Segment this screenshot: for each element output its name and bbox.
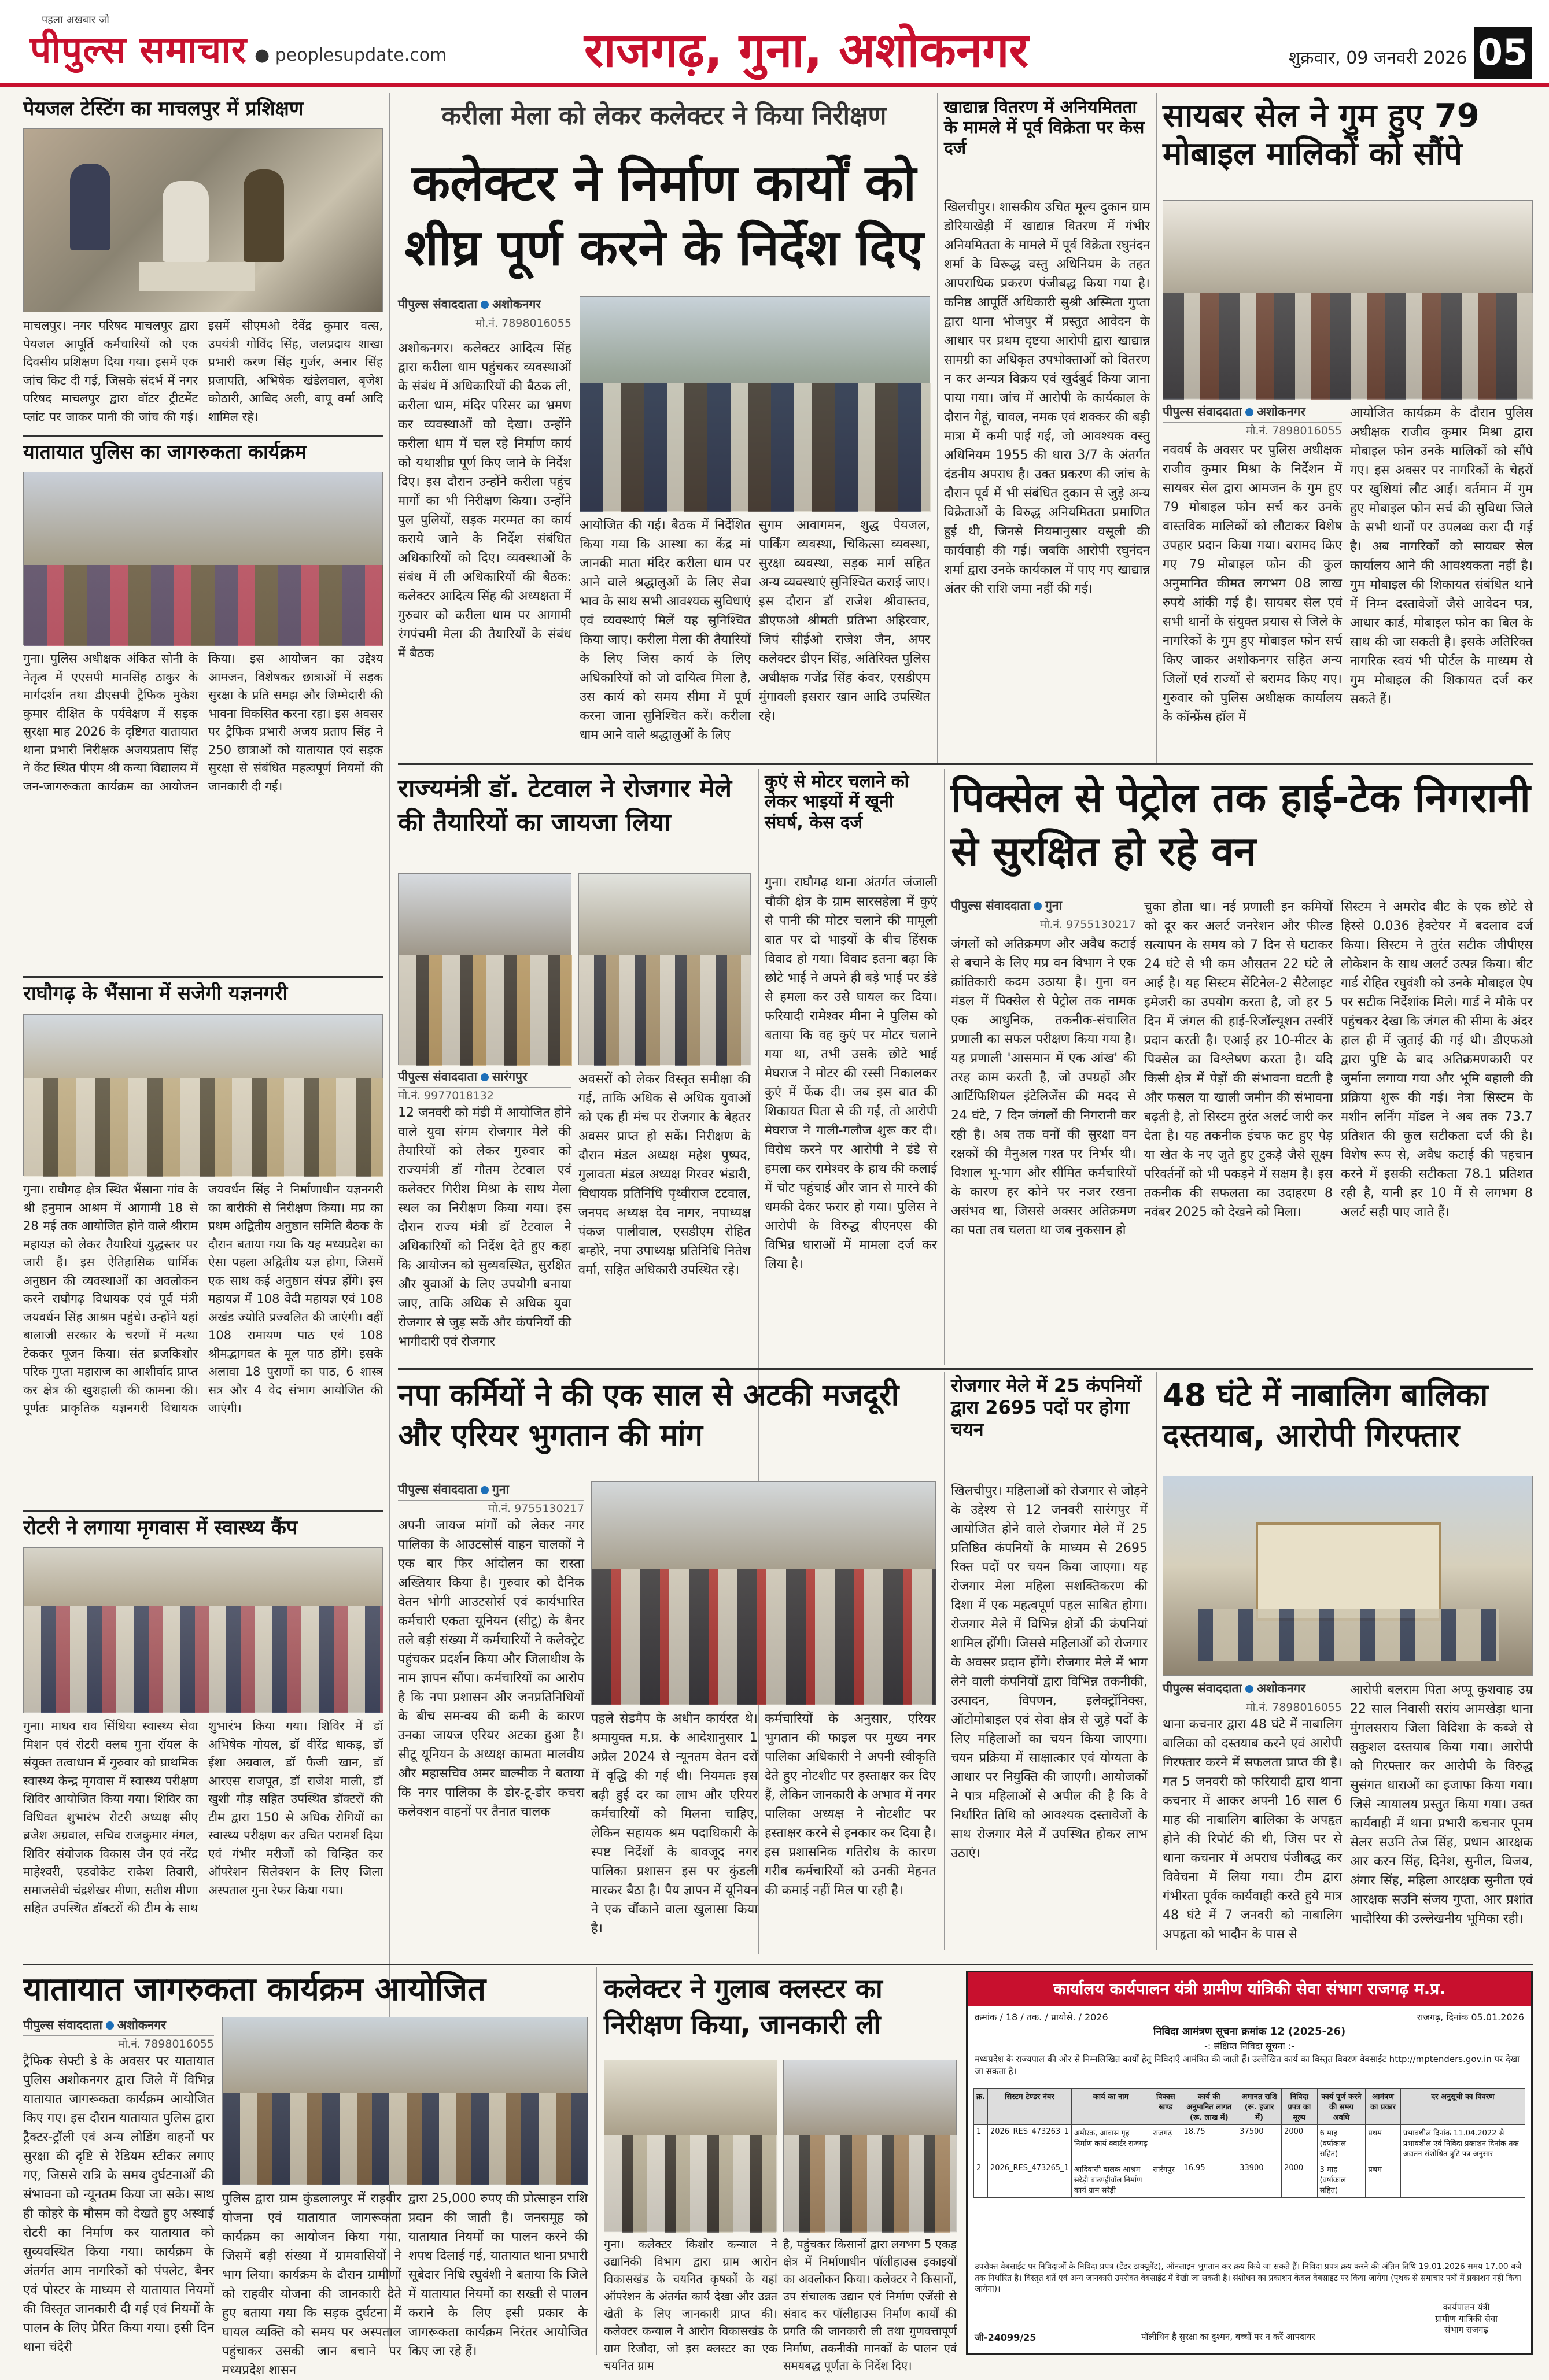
- photo-yagya-inspection: [23, 1014, 383, 1176]
- article-forest-head-wrap: [951, 771, 1533, 894]
- dot-icon: [1034, 902, 1042, 910]
- tender-cell: प्रथम: [1366, 2161, 1400, 2198]
- dot-icon: [481, 1486, 489, 1494]
- tender-header-row: [974, 2089, 1525, 2125]
- byline-place: अशोकनगर: [1257, 1681, 1305, 1695]
- mobile-number: मो.नं. 7898016055: [118, 2038, 214, 2050]
- byline-name: पीपुल्स संवाददाता: [398, 1070, 477, 1084]
- byline-name: पीपुल्स संवाददाता: [951, 899, 1030, 912]
- tender-advertisement: [966, 1971, 1533, 2355]
- tender-cell: अमीरक, आवास गृह निर्माण कार्य क्वार्टर राजगढ़: [1071, 2125, 1150, 2161]
- tender-office: कार्यालय कार्यपालन यंत्री ग्रामीण यांत्रिकी सेवा संभाग राजगढ़ म.प्र.: [968, 1972, 1531, 2006]
- tender-signature: [1408, 2302, 1524, 2336]
- tender-ref-right: राजगढ़, दिनांक 05.01.2026: [1417, 2012, 1524, 2023]
- photo-water-testing: [23, 128, 383, 312]
- headline: 48 घंटे में नाबालिग बालिका दस्तयाब, आरोपी गिरफ्तार: [1163, 1377, 1488, 1454]
- article-job-fair-head-wrap: [398, 771, 751, 870]
- byline-place: अशोकनगर: [492, 297, 541, 311]
- dot-icon: [481, 301, 489, 309]
- article-body-col2: आयोजित की गई। बैठक में निर्देशित किया गया कि आस्था का केंद्र मां जानकी माता मंदिर करीला धाम पर आने वाले श्रद्धालुओं के लिए सेवा भाव के साथ सभी आवश्यक सुविधाएं एवं व्यवस्थाएं मिलें यह सुनिश्चित किया जाए। करीला मेला की तैयारियों के लिए जिस कार्य के लिए अधिकारियों को जो दायित्व मिला है, उस कार्य को समय सीमा में पूर्ण करना जाना सुनिश्चित करें। करीला धाम आने वाले श्रद्धालुओं के लिए: [580, 518, 751, 742]
- byline-name: पीपुल्स संवाददाता: [398, 1483, 477, 1496]
- byline-name: पीपुल्स संवाददाता: [398, 297, 477, 311]
- article-body-col3: कर्मचारियों के अनुसार, एरियर भुगतान की फाइल पर मुख्य नगर पालिका अधिकारी ने अपनी स्वीकृति देते हुए नोटशीट पर हस्ताक्षर कर दिए हैं, लेकिन जानकारी के अभाव में नगर पालिका अध्यक्ष ने नोटशीट पर हस्ताक्षर करने से इनकार कर दिया है। इस प्रशासनिक गतिरोध के कारण गरीब कर्मचारियों को उनकी मेहनत की कमाई नहीं मिल पा रही है।: [765, 1712, 936, 1898]
- byline-place: अशोकनगर: [1257, 405, 1305, 419]
- photo-napa-protest: [591, 1481, 936, 1705]
- article-yagya-head: [23, 982, 382, 1012]
- article-napa-workers-head-wrap: [398, 1375, 936, 1479]
- article-cyber-head-wrap: [1163, 97, 1533, 195]
- tender-cell: 2: [974, 2161, 988, 2198]
- byline: [398, 1481, 584, 1514]
- article-body-col1: ट्रैफिक सेफ्टी डे के अवसर पर यातायात पुलिस अशोकनगर द्वारा जिले में विभिन्न यातायात जागरूकता कार्यक्रम आयोजित किए गए। इस दौरान यातायात पुलिस द्वारा ट्रैक्टर-ट्रॉली एवं अन्य लोडिंग वाहनों पर सुरक्षा की दृष्टि से रेडियम स्टीकर लगाए गए, जिससे रात्रि के समय दुर्घटनाओं की संभावना को न्यूनतम किया जा सके। साथ ही कोहरे के मौसम को देखते हुए अस्थाई रोटरी का निर्माण कर यातायात को सुव्यवस्थित किया गया। कार्यक्रम के अंतर्गत आम नागरिकों को पंपलेट, बैनर एवं पोस्टर के माध्यम से यातायात नियमों की विस्तृत जानकारी दी गई एवं नियमों के पालन के लिए प्रेरित किया गया। इसी दिन थाना चंदेरी: [23, 2054, 214, 2355]
- article-body: गुना। राघौगढ़ क्षेत्र स्थित भैंसाना गांव के श्री हनुमान आश्रम में आगामी 18 से 28 मई तक आयोजित होने वाले श्रीराम महायज्ञ को लेकर तैयारियां युद्धस्तर पर जारी हैं। इस ऐतिहासिक धार्मिक अनुष्ठान की व्यवस्थाओं का अवलोकन करने राघौगढ़ विधायक एवं पूर्व मंत्री जयवर्धन सिंह आश्रम पहुंचे। उन्होंने यहां बालाजी सरकार के चरणों में मत्था टेककर पूजन किया। संत ब्रजकिशोर परिक गुप्ता महाराज का आशीर्वाद प्राप्त कर क्षेत्र की खुशहाली की कामना की। पूर्णतः प्राकृतिक यज्ञनगरी विधायक जयवर्धन सिंह ने निर्माणाधीन यज्ञनगरी का बारीकी से निरीक्षण किया। मप्र का प्रथम अद्वितीय अनुष्ठान समिति बैठक के दौरान बताया गया कि यह मध्यप्रदेश का ऐसा पहला अद्वितीय यज्ञ होगा, जिसमें एक साथ कई अनुष्ठान संपन्न होंगे। इस महायज्ञ में 108 वेदी महायज्ञ एवं 108 अखंड ज्योति प्रज्वलित की जाएंगी। वहीं 108 रामायण पाठ एवं 108 श्रीमद्भागवत के मूल पाठ होंगे। इसके अलावा 18 पुराणों का पाठ, 6 शास्त्र सत्र और 4 वेद संभाग आयोजित की जाएंगी।: [23, 1182, 383, 1415]
- tender-cell: [1400, 2161, 1525, 2198]
- headline: रोटरी ने लगाया मृगवास में स्वास्थ्य कैंप: [23, 1516, 298, 1539]
- photo-minister-tetwal: [398, 873, 571, 1065]
- dot-icon: [106, 2021, 114, 2030]
- article-rotary-head: [23, 1516, 382, 1546]
- tender-header-cell: कार्य का नाम: [1071, 2089, 1150, 2125]
- article-body-col3: सुगम आवागमन, शुद्ध पेयजल, पार्किंग व्यवस्था, चिकित्सा व्यवस्था, सुरक्षा व्यवस्था, सड़क मार्ग सहित अन्य व्यवस्थाएं सुनिश्चित कराई जाए। इस दौरान डॉ राजेश श्रीवास्तव, डीएफओ श्रीमती प्रतिभा अहिरवार, जिपं सीईओ राजेश जैन, अपर कलेक्टर डीएन सिंह, अतिरिक्त पुलिस अधीक्षक गजेंद्र सिंह कंवर, एसडीएम मुंगावली इसरार खान आदि उपस्थित रहे।: [759, 518, 930, 723]
- headline: राज्यमंत्री डॉ. टेटवाल ने रोजगार मेले की तैयारियों का जायजा लिया: [398, 774, 732, 838]
- article-body-col1: थाना कचनार द्वारा 48 घंटे में नाबालिग बालिका को दस्तयाब करने एवं आरोपी गिरफ्तार करने में सफलता प्राप्त की है। गत 5 जनवरी को फरियादी द्वारा थाना कचनार में आकर अपनी 16 साल 6 माह की नाबालिग बालिका के अपहृत होने की रिपोर्ट की थी, जिस पर से थाना कचनार में अपराध पंजीबद्ध कर विवेचना में लिया गया। टीम द्वारा गंभीरता पूर्वक कार्यवाही करते हुये मात्र 48 घंटे में 7 जनवरी को नाबालिग अपहृता को भादौन के पास से: [1163, 1717, 1342, 1942]
- mobile-number: मो.नं. 9755130217: [1040, 918, 1136, 931]
- section-rule: [398, 1368, 1533, 1370]
- section-rule: [23, 976, 383, 978]
- tender-ad-code: जी-24099/25: [975, 2332, 1037, 2343]
- tender-cell: आदिवासी बालक आश्रम सरेड़ी बाउण्ड्रीवॉल निर्माण कार्य ग्राम सरेड़ी: [1071, 2161, 1150, 2198]
- section-rule: [23, 1964, 1533, 1965]
- byline: [951, 897, 1136, 932]
- column-rule: [944, 769, 945, 1365]
- column-rule: [596, 1967, 597, 2355]
- tender-intro: मध्यप्रदेश के राज्यपाल की ओर से निम्नलिखित कार्यों हेतु निविदाएँ आमंत्रित की जाती हैं। उल्लेखित कार्य का विस्तृत विवरण वेबसाईट http://mptenders.gov.in पर देखा जा सकता है।: [975, 2054, 1520, 2076]
- article-body: गुना। माधव राव सिंधिया स्वास्थ्य सेवा मिशन एवं रोटरी क्लब गुना रॉयल के संयुक्त तत्वाधान में गुरुवार को प्राथमिक स्वास्थ्य केन्द्र मृगवास में स्वास्थ्य परीक्षण शिविर आयोजित किया गया। शिविर का विधिवत शुभारंभ रोटरी अध्यक्ष सीए ब्रजेश अग्रवाल, सचिव राजकुमार मंगल, शिविर संयोजक विकास जैन एवं नरेंद्र माहेश्वरी, एडवोकेट राकेश तिवारी, समाजसेवी चंद्रशेखर मीणा, सतीश मीणा सहित उपस्थित डॉक्टरों की टीम के साथ शुभारंभ किया गया। शिविर में डॉ अभिषेक गोयल, डॉ वीरेंद्र धाकड़, डॉ ईशा अग्रवाल, डॉ फैजी खान, डॉ आरएस राजपूत, डॉ राजेश माली, डॉ खुशी गौड़ सहित उपस्थित डॉक्टरों की टीम द्वारा 150 से अधिक रोगियों का स्वास्थ्य परीक्षण कर उचित परामर्श दिया एवं गंभीर मरीजों को चिन्हित कर ऑपरेशन सिलेक्शन के लिए जिला अस्पताल गुना रेफर किया गया।: [23, 1719, 383, 1915]
- article-karila-head-wrap: [398, 151, 930, 290]
- article-body-col2: अवसरों को लेकर विस्तृत समीक्षा की गई, ताकि अधिक से अधिक युवाओं को एक ही मंच पर रोजगार के बेहतर अवसर प्राप्त हो सकें। निरीक्षण के दौरान मंडल अध्यक्ष महेश पुष्पद, गुलावता मंडल अध्यक्ष गिरवर भंडारी, विधायक प्रतिनिधि पृथ्वीराज टटवाल, जनपद अध्यक्ष देव नागर, नपाध्यक्ष पंकज पालीवाल, एसडीएम रोहित बम्होरे, नपा उपाध्यक्ष प्रतिनिधि नितेश वर्मा, सहित अधिकारी उपस्थित रहे।: [578, 1072, 751, 1277]
- byline-place: गुना: [1045, 899, 1062, 912]
- byline-name: पीपुल्स संवाददाता: [23, 2018, 102, 2032]
- article-body: गुना। पुलिस अधीक्षक अंकित सोनी के नेतृत्व में एएसपी मानसिंह ठाकुर के मार्गदर्शन तथा डीएसपी ट्रैफिक मुकेश कुमार दीक्षित के पर्यवेक्षण में सड़क सुरक्षा माह 2026 के दृष्टिगत यातायात थाना प्रभारी निरीक्षक अजयप्रताप सिंह ने केंट स्थित पीएम श्री कन्या विद्यालय में जन-जागरूकता कार्यक्रम का आयोजन किया। इस आयोजन का उद्देश्य आमजन, विशेषकर छात्राओं में सड़क सुरक्षा के प्रति समझ और जिम्मेदारी की भावना विकसित करना रहा। इस अवसर पर ट्रैफिक प्रभारी अजय प्रताप सिंह ने 250 छात्राओं को यातायात एवं सड़क सुरक्षा से संबंधित महत्वपूर्ण नियमों की जानकारी दी गई।: [23, 652, 383, 793]
- tender-cell: 16.95: [1181, 2161, 1237, 2198]
- section-rule: [398, 763, 1533, 765]
- article-body: गुना। राघौगढ़ थाना अंतर्गत जंजाली चौकी क्षेत्र के ग्राम सारसहेला में कुएं से पानी की मोटर चलाने की मामूली बात पर दो भाइयों के बीच हिंसक विवाद हो गया। विवाद इतना बढ़ा कि छोटे भाई ने अपने ही बड़े भाई पर डंडे से हमला कर उसे घायल कर दिया। फरियादी रामेश्वर मीना ने पुलिस को बताया कि वह कुएं पर मोटर चलाने गया था, तभी उसके छोटे भाई मेघराज ने मोटर की रस्सी निकालकर कुएं में फेंक दी। जब इस बात की शिकायत पिता से की गई, तो आरोपी मेघराज ने गाली-गलौज शुरू कर दी। विरोध करने पर आरोपी ने डंडे से हमला कर रामेश्वर के हाथ की कलाई में चोट पहुंचाई और जान से मारने की धमकी देकर फरार हो गया। पुलिस ने आरोपी के विरुद्ध बीएनएस की विभिन्न धाराओं में मामला दर्ज कर लिया है।: [765, 875, 937, 1272]
- article-body: खिलचीपुर। महिलाओं को रोजगार से जोड़ने के उद्देश्य से 12 जनवरी सारंगपुर में आयोजित होने वाले रोजगार मेले में 25 प्रतिष्ठित कंपनियों के माध्यम से 2695 रिक्त पदों पर चयन किया जाएगा। यह रोजगार मेला महिला सशक्तिकरण की दिशा में एक महत्वपूर्ण पहल साबित होगा। रोजगार मेले में विभिन्न क्षेत्रों की कंपनियां शामिल होंगी। जिससे महिलाओं को रोजगार के अवसर प्रदान होंगे। रोजगार मेले में भाग लेने वाली कंपनियों द्वारा विभिन्न तकनीकी, उत्पादन, विपणन, इलेक्ट्रॉनिक्स, ऑटोमोबाइल एवं सेवा क्षेत्र से जुड़े पदों के लिए महिलाओं का चयन किया जाएगा। चयन प्रक्रिया में साक्षात्कार एवं योग्यता के आधार पर नियुक्ति की जाएगी। आयोजकों ने पात्र महिलाओं से अपील की है कि वे निर्धारित तिथि को आवश्यक दस्तावेजों के साथ रोजगार मेले में उपस्थित होकर लाभ उठाएं।: [951, 1484, 1148, 1861]
- mobile-number: मो.नं. 9977018132: [398, 1089, 494, 1102]
- headline: खाद्यान्न वितरण में अनियमितता के मामले में पूर्व विक्रेता पर केस दर्ज: [944, 97, 1145, 158]
- mobile-number: मो.नं. 7898016055: [1246, 424, 1342, 437]
- tender-short-text: संक्षिप्त निविदा सूचना: [1214, 2041, 1285, 2052]
- article-ration-head-wrap: [944, 97, 1150, 195]
- photo-cyber-cell: [1163, 200, 1533, 399]
- tender-cell: 2000: [1282, 2161, 1318, 2198]
- sign-line-1: कार्यपालन यंत्री: [1443, 2302, 1490, 2312]
- headline: राघौगढ़ के भैंसाना में सजेगी यज्ञनगरी: [23, 982, 288, 1005]
- article-body-col2: आरोपी बलराम पिता अप्पू कुशवाह उम्र 22 साल निवासी सरांय आमखेड़ा थाना मुंगलसराय जिला विदिशा के कब्जे से सकुशल दस्तयाब किया गया। आरोपी को गिरफ्तार कर आरोपी के विरुद्ध सुसंगत धाराओं का इजाफा किया गया। जिसे न्यायालय प्रस्तुत किया गया। उक्त कार्यवाही में थाना प्रभारी कचनार पूनम सेलर सउनि तेज सिंह, प्रधान आरक्षक आर करन सिंह, दिनेश, सुनील, विजय, अंगार सिंह, महिला आरक्षक सुनीता एवं आरक्षक सउनि संजय गुप्ता, आर प्रशांत भादौरिया की उल्लेखनीय भूमिका रही।: [1350, 1683, 1533, 1926]
- byline: [1163, 1680, 1342, 1713]
- tender-short: -: संक्षिप्त निविदा सूचना :-: [1204, 2041, 1294, 2052]
- article-body-col2: पहले सेडमैप के अधीन कार्यरत थे। श्रमायुक्त म.प्र. के आदेशानुसार 1 अप्रैल 2024 से न्यूनतम वेतन दरों में वृद्धि की गई थी। नियमतः इस बढ़ी हुई दर का लाभ और एरियर कर्मचारियों को मिलना चाहिए, लेकिन सहायक श्रम पदाधिकारी के स्पष्ट निर्देशों के बावजूद नगर पालिका प्रशासन इस पर कुंडली मारकर बैठा है। पैय ज्ञापन में यूनियन ने एक चौंकाने वाला खुलासा किया है।: [591, 1712, 758, 1936]
- article-body-col1: अशोकनगर। कलेक्टर आदित्य सिंह द्वारा करीला धाम पहुंचकर व्यवस्थाओं के संबंध में अधिकारियों की बैठक ली, करीला धाम, मंदिर परिसर का भ्रमण कर व्यवस्थाओं को देखा। उन्होंने करीला धाम में चल रहे निर्माण कार्य को यथाशीघ्र पूर्ण किए जाने के निर्देश दिए। इस दौरान उन्होंने करीला पहुंच मार्गों का भी निरीक्षण किया। उन्होंने पुल पुलियों, सड़क मरम्मत का कार्य कराये जाने के निर्देश संबंधित अधिकारियों को दिए। व्यवस्थाओं के संबंध में ली अधिकारियों की बैठक: कलेक्टर आदित्य सिंह की अध्यक्षता में गुरुवार को करीला धाम पर आगामी रंगपंचमी मेला की तैयारियों के संबंध में बैठक: [398, 341, 571, 661]
- headline: सायबर सेल ने गुम हुए 79 मोबाइल मालिकों को सौंपे: [1163, 97, 1480, 173]
- website-text[interactable]: peoplesupdate.com: [275, 45, 447, 65]
- tender-table: [973, 2088, 1525, 2198]
- headline: पेयजल टेस्टिंग का माचलपुर में प्रशिक्षण: [23, 97, 304, 120]
- article-body: खिलचीपुर। शासकीय उचित मूल्य दुकान ग्राम डोरियाखेड़ी में खाद्यान्न वितरण में गंभीर अनियमितता के मामले में पूर्व विक्रेता रघुनंदन शर्मा के विरूद्ध वस्तु अधिनियम के तहत आपराधिक प्रकरण पंजीबद्ध किया गया है। कनिष्ठ आपूर्ति अधिकारी सुश्री अस्मिता गुप्ता द्वारा थाना भोजपुर में प्रस्तुत आवेदन के आधार पर प्रथम दृष्टया आरोपी द्वारा खाद्यान्न सामग्री का अधिकृत उपभोक्ताओं को वितरण न कर अन्यत्र विक्रय एवं खुर्दबुर्द किया जाना पाया गया। जांच में आरोपी के कार्यकाल के दौरान गेहूं, चावल, नमक एवं शक्कर की बड़ी मात्रा में कमी पाई गई, जो आवश्यक वस्तु अधिनियम 1955 की धारा 3/7 के अंतर्गत दंडनीय अपराध है। उक्त प्रकरण की जांच के दौरान पूर्व में भी संबंधित दुकान से जुड़े अन्य विक्रेताओं के विरुद्ध अनियमितता प्रमाणित हुई थी, जिनसे नियमानुसार वसूली की कार्यवाही की गई। जबकि आरोपी रघुनंदन शर्मा द्वारा उनके कार्यकाल में पाए गए खाद्यान्न अंतर की राशि जमा नहीं की गई।: [944, 200, 1150, 596]
- byline-place: सारंगपुर: [492, 1070, 528, 1084]
- logo-tagline: पहला अखबार जो: [42, 14, 109, 26]
- byline: [398, 1069, 571, 1101]
- photo-rose-cluster-2: [783, 2060, 957, 2232]
- byline: [1163, 404, 1342, 438]
- photo-collector-karila: [580, 296, 930, 511]
- sign-line-3: संभाग राजगढ़: [1444, 2324, 1488, 2335]
- kicker: करीला मेला को लेकर कलेक्टर ने किया निरीक्षण: [441, 101, 887, 131]
- page-number: 05: [1474, 27, 1532, 79]
- article-body-col3: सिस्टम ने अमरोद बीट के एक छोटे से हिस्से 0.036 हेक्टेयर में बदलाव दर्ज किया। सिस्टम ने तुरंत सटीक जीपीएस लोकेशन के साथ अलर्ट उत्पन्न किया। बीट गार्ड रोहित रघुवंशी को उनके मोबाइल ऐप पर सटीक निर्देशांक मिले। गार्ड ने मौके पर पहुंचकर देखा कि जंगल की सीमा के अंदर हाल ही में जुताई की गई थी। डीएफओ द्वारा पुष्टि के बाद अतिक्रमणकारी पर जुर्माना लगाया गया और भूमि बहाली की प्रक्रिया शुरू की गई। नेत्रा सिस्टम के मशीन लर्निंग मॉडल ने अब तक 73.7 प्रतिशत की कुल सटीकता दर्ज की है। विशेष रूप से, अवैध कटाई की पहचान करने में इसकी सटीकता 78.1 प्रतिशत रही है, यानी हर 10 में से लगभग 8 अलर्ट सही पाए जाते हैं।: [1341, 900, 1533, 1219]
- column-rule: [937, 93, 938, 763]
- photo-rose-cluster-1: [604, 2060, 777, 2232]
- article-body-col2: आयोजित कार्यक्रम के दौरान पुलिस अधीक्षक राजीव कुमार मिश्रा द्वारा मोबाइल फोन उनके मालिकों को सौंपे गए। इस अवसर पर नागरिकों के चेहरों पर खुशियां लौट आईं। वर्तमान में गुम हुए मोबाइल फोन सर्च की सुविधा जिले के सभी थानों पर उपलब्ध करा दी गई है। अब नागरिकों को सायबर सेल कार्यालय आने की आवश्यकता नहीं है। गुम मोबाइल की शिकायत संबंधित थाने में निम्न दस्तावेजों जैसे आवेदन पत्र, आधार कार्ड, मोबाइल फोन का बिल के साथ की जा सकती है। इसके अतिरिक्त नागरिक स्वयं भी पोर्टल के माध्यम से गुम मोबाइल की शिकायत दर्ज कर सकते हैं।: [1350, 406, 1533, 707]
- tender-header-cell: दर अनुसूची का विवरण: [1400, 2089, 1525, 2125]
- article-body-col1: जंगलों को अतिक्रमण और अवैध कटाई से बचाने के लिए मप्र वन विभाग ने एक क्रांतिकारी कदम उठाया है। गुना वन मंडल में पिक्सेल से पेट्रोल तक नामक एक आधुनिक, तकनीक-संचालित प्रणाली का सफल परीक्षण किया गया है। यह प्रणाली 'आसमान में एक आंख' की तरह काम करती है, जो उपग्रहों और आर्टिफिशियल इंटेलिजेंस की मदद से 24 घंटे, 7 दिन जंगलों की निगरानी कर रही है। अब तक वनों की सुरक्षा वन रक्षकों की मैनुअल गश्त पर निर्भर थी। विशाल भू-भाग और सीमित कर्मचारियों के कारण हर कोने पर नजर रखना असंभव था, जिससे अक्सर अतिक्रमण का पता तब चलता था जब नुकसान हो: [951, 937, 1136, 1237]
- article-traffic-awareness-head-wrap: [23, 1971, 590, 2011]
- column-rule: [1156, 93, 1157, 763]
- headline: यातायात पुलिस का जागरुकता कार्यक्रम: [23, 441, 307, 464]
- masthead: [0, 0, 1549, 87]
- tender-cell: प्रथम: [1366, 2125, 1400, 2161]
- byline-name: पीपुल्स संवाददाता: [1163, 1681, 1242, 1695]
- byline-name: पीपुल्स संवाददाता: [1163, 405, 1242, 419]
- section-title: राजगढ़, गुना, अशोकनगर: [584, 23, 1029, 78]
- headline: नपा कर्मियों ने की एक साल से अटकी मजदूरी और एरियर भुगतान की मांग: [398, 1378, 899, 1454]
- article-body-col3: द्वारा 25,000 रुपए की प्रोत्साहन राशि प्रदान की जाती है। जनसमूह को यातायात नियमों का पालन करने की शपथ दिलाई गई, यातायात थाना प्रभारी सूबेदार निधि रघुवंशी ने बताया कि जिले में यातायात नियमों का सख्ती से पालन कराने के लिए इसी प्रकार के जागरूकता कार्यक्रम निरंतर आयोजित किए जा रहे हैं।: [408, 2191, 588, 2359]
- tender-cell: 6 माह (वर्षाकाल सहित): [1317, 2125, 1366, 2161]
- article-body-col1: गुना। कलेक्टर किशोर कन्याल ने उद्यानिकी विभाग द्वारा ग्राम आरोन विकासखंड के चयनित कृषकों के यहां ऑपरेशन के अंतर्गत कार्य देखा और उन्नत खेती के लिए जानकारी प्राप्त की। कलेक्टर कन्याल ने आरोन विकासखंड के ग्राम रिजौदा, जो इस क्लस्टर का एक चयनित ग्राम: [604, 2237, 777, 2372]
- sign-line-2: ग्रामीण यांत्रिकी सेवा: [1434, 2313, 1498, 2324]
- article-body-col1: नववर्ष के अवसर पर पुलिस अधीक्षक राजीव कुमार मिश्रा के निर्देशन में सायबर सेल द्वारा आमजन के गुम हुए 79 मोबाइल फोन सर्च कर उनके वास्तविक मालिकों को लौटाकर विशेष उपहार प्रदान किया गया। बरामद किए गए 79 मोबाइल फोन की कुल अनुमानित कीमत लगभग 08 लाख रुपये आंकी गई है। सायबर सेल एवं सभी थानों के संयुक्त प्रयास से जिले के नागरिकों के गुम हुए मोबाइल फोन सर्च किए जाकर अशोकनगर सहित अन्य जिलों एवं राज्यों से बरामद किए गए। गुरुवार को पुलिस अधीक्षक कार्यालय के कॉन्फ्रेंस हॉल में: [1163, 443, 1342, 725]
- article-rose-cluster-head-wrap: [604, 1971, 957, 2057]
- photo-job-fair-site: [578, 873, 751, 1065]
- article-minor-girl-head-wrap: [1163, 1375, 1533, 1473]
- tender-cell: सारंगपुर: [1150, 2161, 1181, 2198]
- section-rule: [23, 435, 383, 437]
- tender-cell: 2026_RES_473263_1: [987, 2125, 1071, 2161]
- photo-health-camp: [23, 1547, 383, 1713]
- dot-icon: [1245, 1685, 1253, 1693]
- article-body-col2: है, पहुंचकर किसानों द्वारा लगभग 5 एकड़ क्षेत्र में निर्माणाधीन पॉलीहाउस इकाइयों का अवलोकन किया। कलेक्टर ने किसानों, उप संचालक उद्यान एवं निर्माण एजेंसी से संवाद कर पॉलीहाउस निर्माण कार्यों की प्रगति की जानकारी ली तथा गुणवत्तापूर्ण निर्माण, तकनीकी मानकों के पालन एवं समयबद्ध पूर्णता के निर्देश दिए।: [783, 2237, 957, 2372]
- tender-header-cell: आमंत्रण का प्रकार: [1366, 2089, 1400, 2125]
- headline: पिक्सेल से पेट्रोल तक हाई-टेक निगरानी से सुरक्षित हो रहे वन: [951, 774, 1530, 875]
- headline: कलेक्टर ने गुलाब क्लस्टर का निरीक्षण किया, जानकारी ली: [604, 1973, 883, 2041]
- photo-kachnar-police: [1163, 1476, 1533, 1676]
- tender-header-cell: निविदा प्रपत्र का मूल्य: [1282, 2089, 1318, 2125]
- byline-place: अशोकनगर: [117, 2018, 166, 2032]
- website-link[interactable]: ● peoplesupdate.com: [255, 45, 447, 65]
- photo-traffic-rally: [222, 2017, 588, 2185]
- tender-row: [974, 2125, 1525, 2161]
- tender-cell: 18.75: [1181, 2125, 1237, 2161]
- article-brothers-clash-head-wrap: [765, 771, 937, 870]
- tender-cell: प्रभावशील दिनांक 11.04.2022 से प्रभावशील एवं निविदा प्रकाशन दिनांक तक अद्यतन संशोधित त्रुटि पत्र अनुसार: [1400, 2125, 1525, 2161]
- headline: रोजगार मेले में 25 कंपनियों द्वारा 2695 पदों पर होगा चयन: [951, 1374, 1142, 1440]
- tender-footer: पॉलीथिन है सुरक्षा का दुश्मन, बच्चों पर न करें आपदायर: [1141, 2331, 1315, 2342]
- column-rule: [944, 1372, 945, 1950]
- photo-traffic-awareness: [23, 472, 383, 645]
- headline: कुएं से मोटर चलाने को लेकर भाइयों में खूनी संघर्ष, केस दर्ज: [765, 771, 909, 833]
- article-body: माचलपुर। नगर परिषद माचलपुर द्वारा पेयजल आपूर्ति कर्मचारियों को एक दिवसीय प्रशिक्षण दिया गया। इसमें एक जांच किट दी गई, जिसके संदर्भ में नगर परिषद माचलपुर द्वारा वॉटर ट्रीटमेंट प्लांट पर जाकर पानी की जांच की गई। इसमें सीएमओ देवेंद्र कुमार वत्स, उपयंत्री गोविंद सिंह, जलप्रदाय शाखा प्रभारी करण सिंह गुर्जर, अनार सिंह प्रजापति, अभिषेक खंडेलवाल, बृजेश कोठारी, आबिद अली, बापू वर्मा आदि शामिल रहे।: [23, 319, 383, 424]
- article-karila-kicker-wrap: [398, 97, 930, 146]
- article-rozgar-head-wrap: [951, 1375, 1148, 1479]
- article-body-col1: 12 जनवरी को मंडी में आयोजित होने वाले युवा संगम रोजगार मेले की तैयारियों को लेकर गुरुवार को राज्यमंत्री डॉ गौतम टेटवाल एवं कलेक्टर गिरीश मिश्रा के साथ मेला स्थल का निरीक्षण किया गया। इस दौरान राज्य मंत्री डॉ टेटवाल ने अधिकारियों को निर्देश देते हुए कहा कि आयोजन को सुव्यवस्थित, सुरक्षित और युवाओं के लिए उपयोगी बनाया जाए, ताकि अधिक से अधिक युवा रोजगार से जुड़ सकें और कंपनियों की भागीदारी एवं रोजगार: [398, 1106, 571, 1349]
- tender-header-cell: कार्य पूर्ण करने की समय अवधि: [1317, 2089, 1366, 2125]
- column-rule: [758, 769, 759, 1954]
- headline: कलेक्टर ने निर्माण कार्यों को शीघ्र पूर्ण करने के निर्देश दिए: [404, 154, 924, 277]
- section-rule: [23, 1510, 383, 1512]
- tender-ref-left: क्रमांक / 18 / तक. / प्रायोसे. / 2026: [975, 2012, 1108, 2023]
- tender-cell: 33900: [1237, 2161, 1282, 2198]
- dot-icon: [1245, 408, 1253, 416]
- issue-date: शुक्रवार, 09 जनवरी 2026: [1289, 48, 1467, 68]
- mobile-number: मो.नं. 7898016055: [475, 317, 571, 330]
- article-traffic-head: [23, 441, 382, 471]
- byline: [398, 296, 571, 337]
- article-drinking-water-head: [23, 97, 382, 126]
- tender-notice-no: निविदा आमंत्रण सूचना क्रमांक 12 (2025-26): [1153, 2026, 1346, 2038]
- dot-icon: [481, 1073, 489, 1081]
- tender-cell: 37500: [1237, 2125, 1282, 2161]
- tender-header-cell: अमानत राशि (रू. हजार में): [1237, 2089, 1282, 2125]
- byline-place: गुना: [492, 1483, 509, 1496]
- tender-row: [974, 2161, 1525, 2198]
- tender-cell: 3 माह (वर्षाकाल सहित): [1317, 2161, 1366, 2198]
- tender-header-cell: सिस्टम टेण्डर नंबर: [987, 2089, 1071, 2125]
- byline: [23, 2017, 214, 2049]
- tender-header-cell: क्र.: [974, 2089, 988, 2125]
- tender-cell: 1: [974, 2125, 988, 2161]
- column-rule: [1156, 1372, 1157, 1950]
- tender-cell: राजगढ़: [1150, 2125, 1181, 2161]
- article-body-col1: अपनी जायज मांगों को लेकर नगर पालिका के आउटसोर्स वाहन चालकों ने एक बार फिर आंदोलन का रास्ता अख्तियार किया है। गुरुवार को दैनिक वेतन भोगी आउटसोर्स एवं कार्यभारित कर्मचारी एकता यूनियन (सीटू) के बैनर तले बड़ी संख्या में कर्मचारियों ने कलेक्ट्रेट पहुंचकर प्रदर्शन किया और जिलाधीश के नाम ज्ञापन सौंपा। कर्मचारियों का आरोप है कि नपा प्रशासन और जनप्रतिनिधियों के बीच समन्वय की कमी के कारण उनका जायज एरियर अटका हुआ है। सीटू यूनियन के अध्यक्ष कामता मालवीय और महासचिव अमर बाल्मीक ने बताया कि नगर पालिका के डोर-टू-डोर कचरा कलेक्शन वाहनों पर तैनात चालक: [398, 1518, 584, 1819]
- mobile-number: मो.नं. 7898016055: [1246, 1701, 1342, 1714]
- newspaper-logo[interactable]: पीपुल्स समाचार: [30, 28, 247, 72]
- article-body-col2: चुका होता था। नई प्रणाली इन कमियों को दूर कर अलर्ट जनरेशन और फील्ड सत्यापन के समय को 7 दिन से घटाकर 24 घंटे से भी कम औसतन 22 घंटे ले आई है। यह सिस्टम सेंटिनेल-2 सैटेलाइट इमेजरी का उपयोग करता है, जो हर 5 दिन में जंगल की हाई-रिजॉल्यूशन तस्वीरें प्रदान करती है। एआई हर 10-मीटर के पिक्सेल का विश्लेषण करता है। यदि किसी क्षेत्र में पेड़ों की संभावना घटती है और फसल या खाली जमीन की संभावना बढ़ती है, तो सिस्टम तुरंत अलर्ट जारी कर देता है। यह तकनीक इंचफ कट हुए पेड़ या खेत के नए जुते हुए टुकड़े जैसे सूक्ष्म परिवर्तनों को भी पकड़ने में सक्षम है। इस तकनीक की सफलता का उदाहरण 8 नवंबर 2025 को देखने को मिला।: [1144, 900, 1333, 1219]
- mobile-number: मो.नं. 9755130217: [488, 1502, 584, 1515]
- headline: यातायात जागरुकता कार्यक्रम आयोजित: [23, 1971, 486, 2008]
- article-body-col2: पुलिस द्वारा ग्राम कुंडलालपुर में राहवीर योजना एवं यातायात जागरूकता कार्यक्रम का आयोजन किया गया, जिसमें बड़ी संख्या में ग्रामवासियों ने भाग लिया। कार्यक्रम के दौरान ग्रामीणों को राहवीर योजना की जानकारी देते हुए बताया गया कि सड़क दुर्घटना में घायल व्यक्ति को समय पर अस्पताल पहुंचाकर उसकी जान बचाने पर मध्यप्रदेश शासन: [222, 2191, 401, 2378]
- tender-cell: 2000: [1282, 2125, 1318, 2161]
- tender-cell: 2026_RES_473265_1: [987, 2161, 1071, 2198]
- tender-header-cell: कार्य की अनुमानित लागत (रू. लाख में): [1181, 2089, 1237, 2125]
- tender-note: उपरोक्त वेबसाईट पर निविदाओं के निविदा प्रपत्र (टेंडर डाक्यूमेंट), ऑनलाइन भुगतान कर क्रय किये जा सकते हैं। निविदा प्रपत्र क्रय करने की अंतिम तिथि 19.01.2026 समय 17.00 बजे तक निर्धारित है। विस्तृत शर्ते एवं अन्य जानकारी उपरोक्त वेबसाईट में देखी जा सकती है। संशोधन का प्रकाशन केवल वेबसाइट पर किया जायेगा (पृथक से समाचार पत्रों में प्रकाशन नहीं किया जायेगा)।: [975, 2262, 1522, 2294]
- tender-header-cell: विकास खण्ड: [1150, 2089, 1181, 2125]
